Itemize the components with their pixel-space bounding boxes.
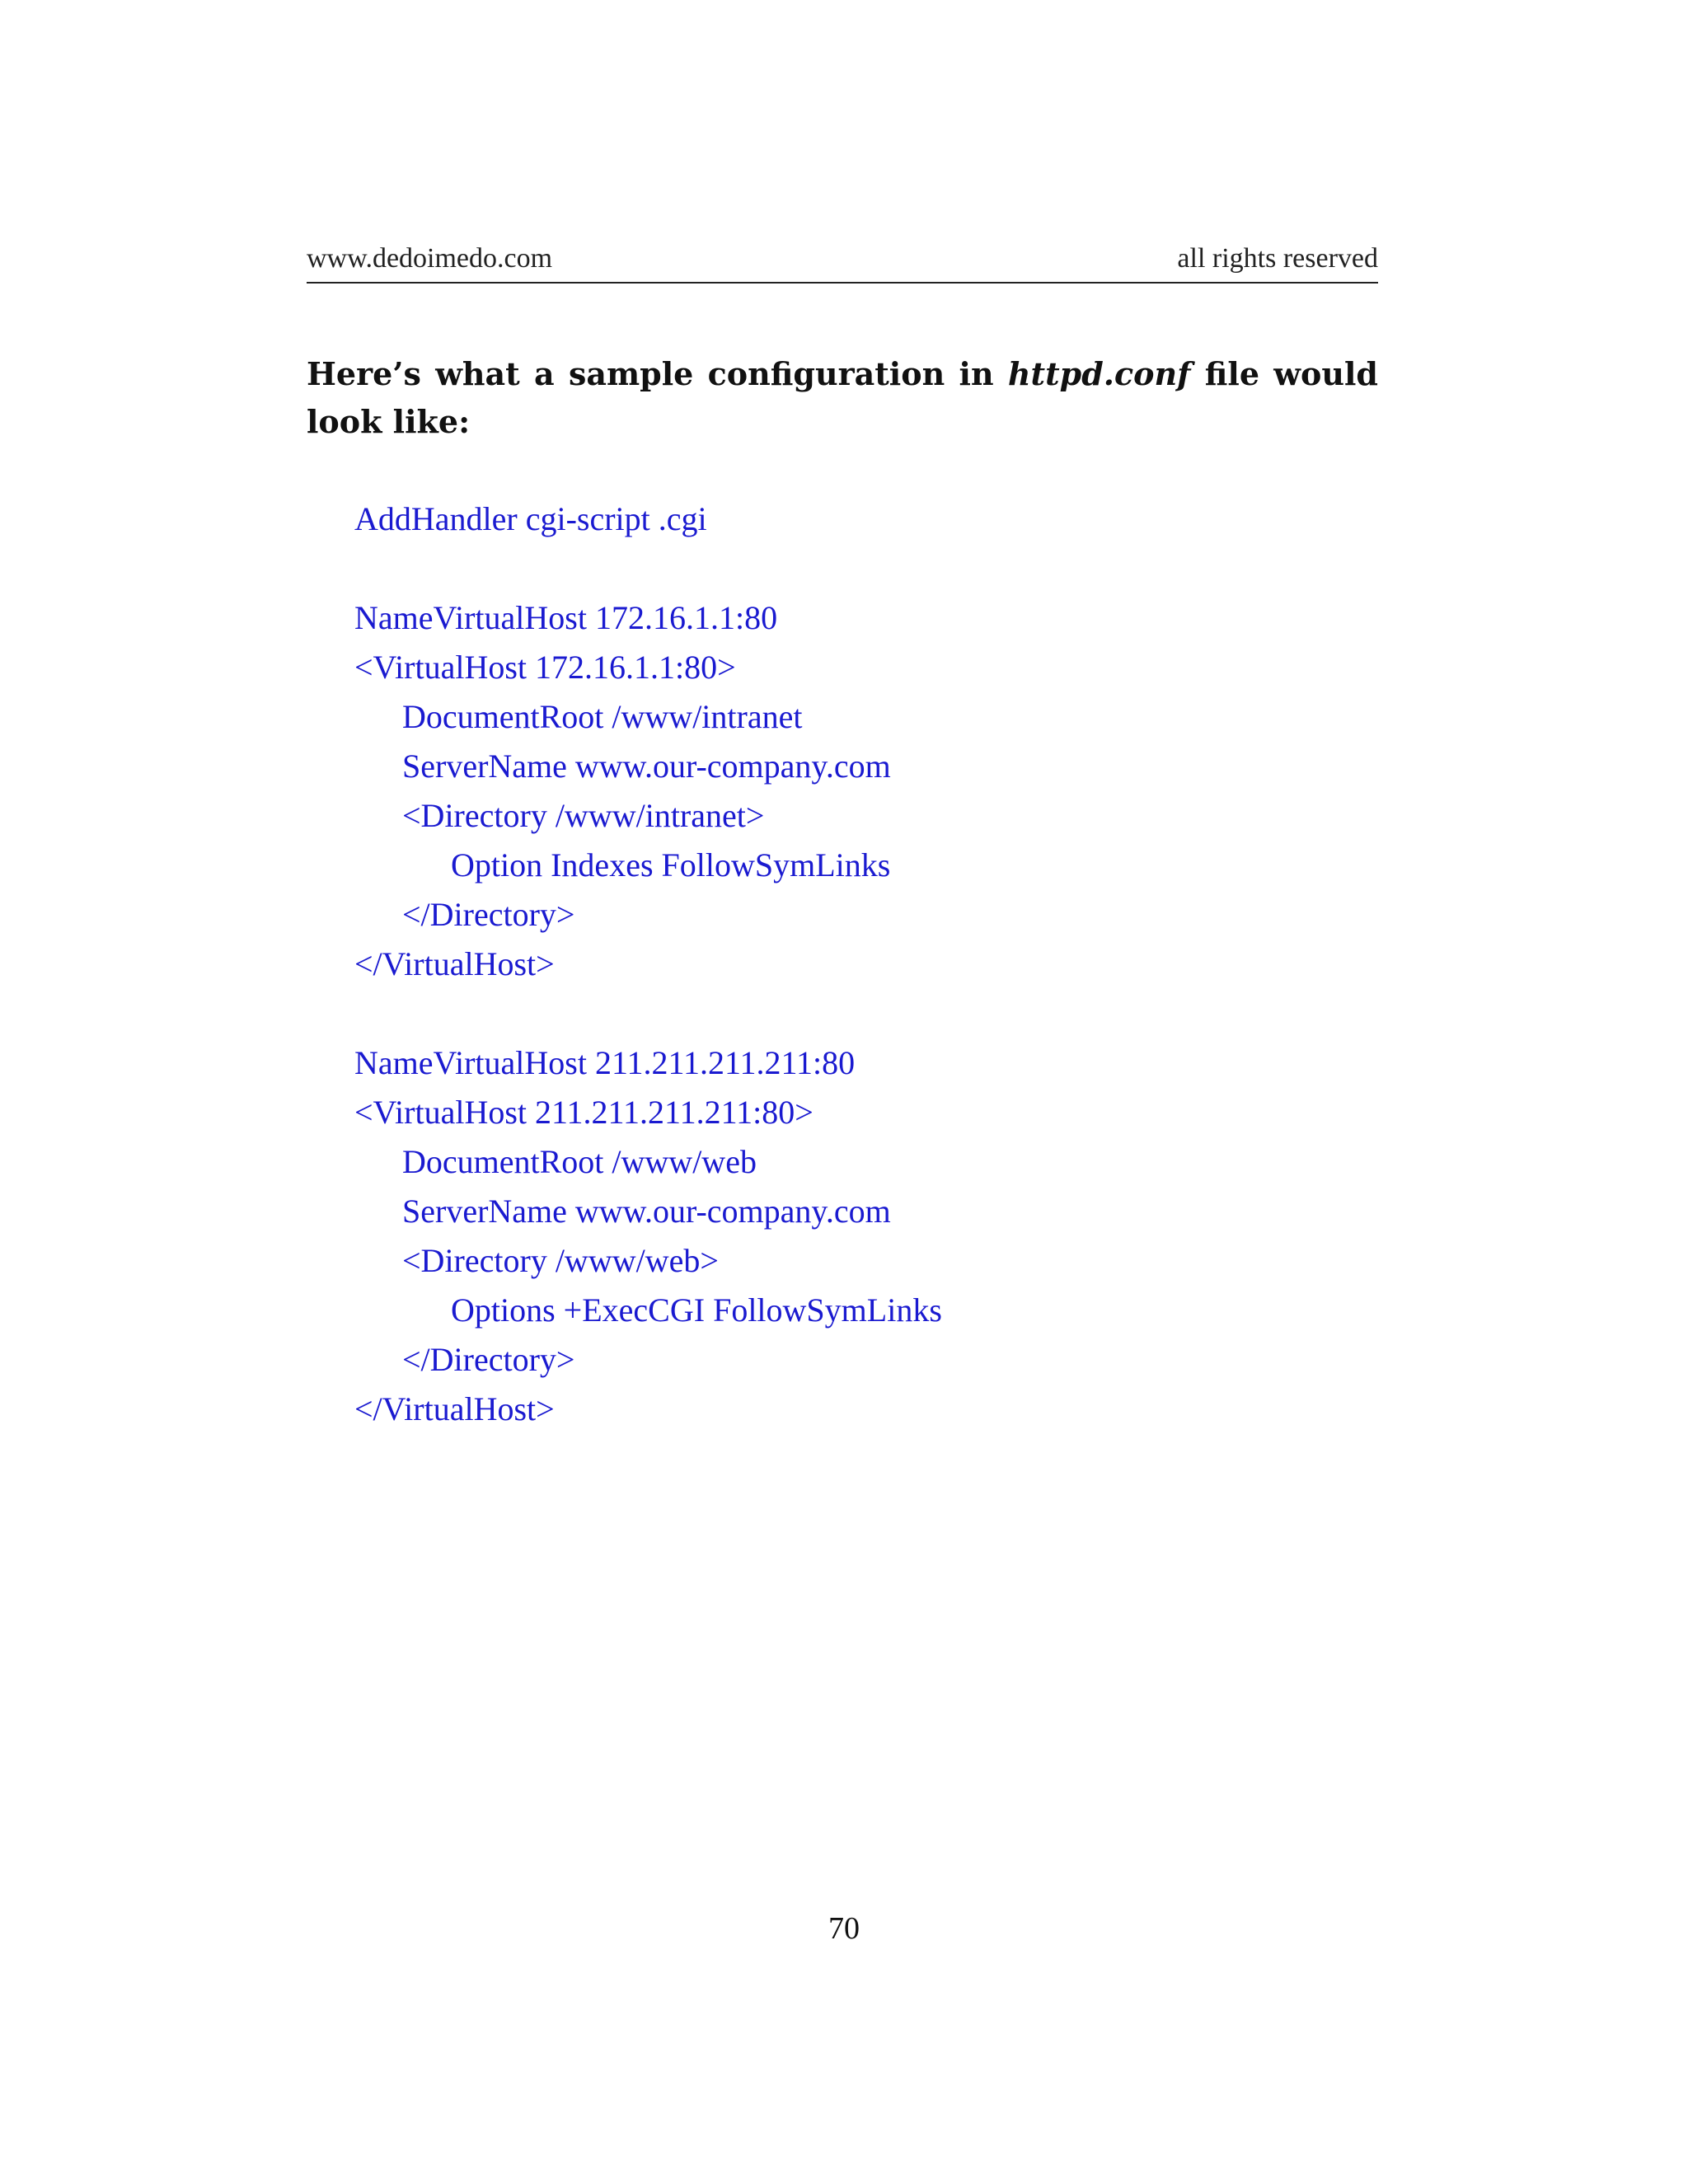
code-line-servername-1: ServerName www.our-company.com (402, 748, 891, 785)
intro-text-start: Here’s what a sample configuration in (307, 355, 1008, 392)
code-line-directory-close-2: </Directory> (402, 1341, 575, 1378)
intro-text-end: file would look like: (307, 355, 1378, 440)
code-blank-line (354, 989, 1343, 1038)
code-line-virtualhost-close-1: </VirtualHost> (354, 945, 555, 982)
code-line-virtualhost-close-2: </VirtualHost> (354, 1390, 555, 1427)
code-line-addhandler: AddHandler cgi-script .cgi (354, 500, 707, 537)
intro-paragraph (307, 350, 1378, 446)
page-header (307, 241, 1378, 284)
header-rights-notice: all rights reserved (1177, 243, 1378, 274)
config-code-block (354, 494, 1343, 1434)
code-line-directory-open-1: <Directory /www/intranet> (402, 797, 765, 834)
code-line-servername-2: ServerName www.our-company.com (402, 1193, 891, 1230)
code-line-documentroot-2: DocumentRoot /www/web (402, 1143, 757, 1180)
code-line-namevirtualhost-2: NameVirtualHost 211.211.211.211:80 (354, 1044, 856, 1081)
code-line-directory-open-2: <Directory /www/web> (402, 1242, 719, 1279)
code-line-virtualhost-open-2: <VirtualHost 211.211.211.211:80> (354, 1094, 814, 1131)
code-line-virtualhost-open-1: <VirtualHost 172.16.1.1:80> (354, 649, 736, 686)
code-line-documentroot-1: DocumentRoot /www/intranet (402, 698, 803, 735)
code-line-option-1: Option Indexes FollowSymLinks (451, 846, 891, 883)
header-site-name: www.dedoimedo.com (307, 243, 553, 274)
code-line-options-2: Options +ExecCGI FollowSymLinks (451, 1291, 942, 1329)
code-line-directory-close-1: </Directory> (402, 896, 575, 933)
code-blank-line (354, 544, 1343, 593)
code-line-namevirtualhost-1: NameVirtualHost 172.16.1.1:80 (354, 599, 778, 636)
page-number: 70 (828, 1911, 860, 1946)
config-filename: httpd.conf (1007, 355, 1191, 392)
